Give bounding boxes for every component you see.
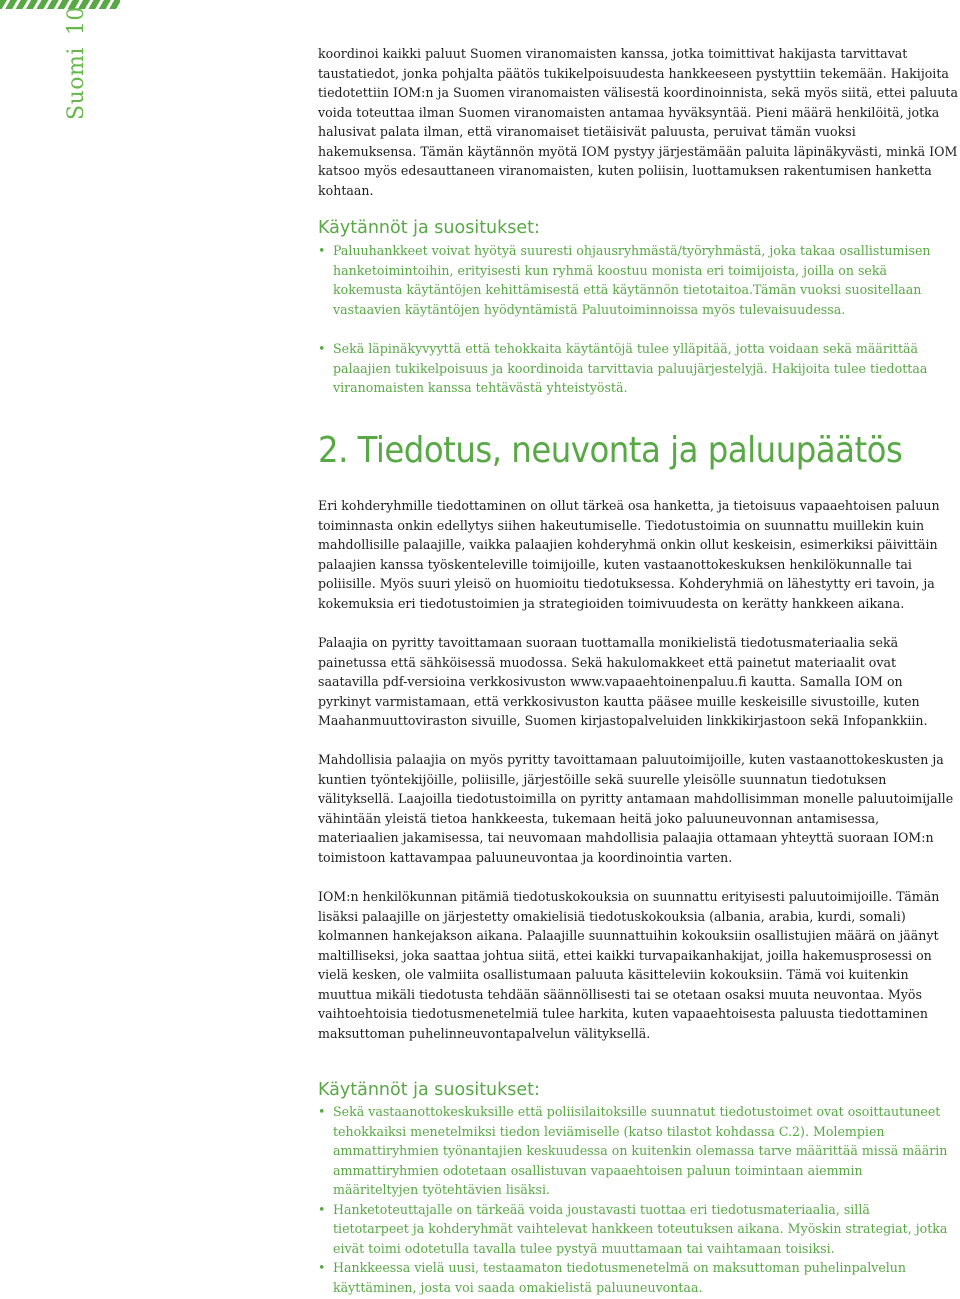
practices-heading-1: Käytännöt ja suositukset: bbox=[318, 218, 540, 238]
bullet-icon: • bbox=[318, 341, 326, 356]
section-paragraph: IOM:n henkilökunnan pitämiä tiedotuskokouksia on suunnattu erityisesti paluutoimijoille. Tämän lisäksi palaajille on järjestetty omakielisiä tiedotuskokouksia (albania, arabia, kurdi, somali) kolmannen hankejakson aikana. Palaajille suunnattuihin kokouksiin osallistujien määrä on jäänyt maltilliseksi, joka saattaa johtua siitä, ettei kaikki turvapaikanhakijat, joilla hakemusprosessi on vielä kesken, ole valmiita osallistumaan paluuta käsitteleviin kokouksiin. Tämä voi kuitenkin muuttua mikäli tiedotusta tehdään säännöllisesti tai se otetaan osaksi muuta neuvontaa. Myös vaihtoehtoisia tiedotusmenetelmiä tulee harkita, kuten vapaaehtoisesta paluusta tiedottaminen maksuttoman puhelinneuvontapalvelun välityksellä. bbox=[318, 889, 940, 1041]
practices-heading-2: Käytännöt ja suositukset: bbox=[318, 1080, 540, 1100]
side-page-label bbox=[64, 6, 89, 120]
bullet-icon: • bbox=[318, 1104, 326, 1119]
list-item: • Paluuhankkeet voivat hyötyä suuresti ohjausryhmästä/työryhmästä, joka takaa osallistumisen hanketoimintoihin, erityisesti kun ryhmä koostuu monista eri toimijoista, joilla on sekä kokemusta käytäntöjen kehittämisestä että käytännön tietotaitoa.Tämän vuoksi suositellaan vastaavien käytäntöjen hyödyntämistä Paluutoiminnoissa myös tulevaisuudessa. bbox=[318, 243, 931, 317]
list-item: • Hanketoteuttajalle on tärkeää voida joustavasti tuottaa eri tiedotusmateriaalia, sillä tietotarpeet ja kohderyhmät vaihtelevat hankkeen toteutuksen aikana. Myöskin strategiat, jotka eivät toimi odotetulla tavalla tulee pystyä muuttamaan tai vaihtamaan toisiksi. bbox=[318, 1201, 948, 1256]
bullet-icon: • bbox=[318, 1260, 326, 1275]
list-item: • Sekä läpinäkyvyyttä että tehokkaita käytäntöjä tulee ylläpitää, jotta voidaan sekä määrittää palaajien tukikelpoisuus ja koordinoida tarvittavia paluujärjestelyjä. Hakijoita tulee tiedottaa viranomaisten kanssa tehtävästä yhteistyöstä. bbox=[318, 341, 928, 395]
section-paragraph: Mahdollisia palaajia on myös pyritty tavoittamaan paluutoimijoille, kuten vastaanottokeskusten ja kuntien työntekijöille, poliisille, järjestöille sekä suurelle yleisölle suunnatun tiedotuksen välityksellä. Laajoilla tiedotustoimilla on pyritty antamaan mahdollisimman monelle paluutoimijalle vähintään yleistä tietoa hankkeesta, tukemaan heitä joko paluuneuvonnan antamisessa, materiaalien jakamisessa, tai neuvomaan mahdollisia palaajia ottamaan yhteyttä suoraan IOM:n toimistoon kattavampaa paluuneuvontaa ja koordinointia varten. bbox=[318, 752, 954, 865]
decorative-stripe bbox=[0, 0, 120, 9]
section-title: 2. Tiedotus, neuvonta ja paluupäätös bbox=[318, 430, 903, 471]
list-item: • Sekä vastaanottokeskuksille että poliisilaitoksille suunnatut tiedotustoimet ovat osoittautuneet tehokkaiksi menetelmiksi tiedon leviämiselle (katso tilastot kohdassa C.2). Molempien ammattiryhmien työnantajien keskuudessa on kuitenkin olemassa tarve määrittää missä määrin ammattiryhmien odotetaan osallistuvan vapaaehtoisen paluun toimintaan aiemmin määriteltyjen työtehtävien lisäksi. bbox=[318, 1104, 948, 1197]
bullet-icon: • bbox=[318, 1201, 326, 1217]
section-paragraph: Eri kohderyhmille tiedottaminen on ollut tärkeä osa hanketta, ja tietoisuus vapaaehtoisen paluun toiminnasta onkin edellytys siihen hakeutumiselle. Tiedotustoimia on suunnattu muillekin kuin mahdollisille palaajille, vaikka palaajien kohderyhmä onkin ollut keskeisin, esimerkiksi päivittäin palaajien kanssa työskenteleville toimijoille, kuten vastaanottokeskuksen henkilökunnalle tai poliisille. Myös suuri yleisö on huomioitu tiedotuksessa. Kohderyhmiä on lähestytty eri tavoin, ja kokemuksia eri tiedotustoimien ja strategioiden toimivuudesta on kerätty hankkeen aikana. bbox=[318, 498, 940, 611]
intro-paragraph: koordinoi kaikki paluut Suomen viranomaisten kanssa, jotka toimittivat hakijasta tarvittavat taustatiedot, jonka pohjalta päätös tukikelpoisuudesta hankkeeseen pystyttiin tekemään. Hakijoita tiedotettiin IOM:n ja Suomen viranomaisten välisestä koordinoinnista, sekä myös siitä, ettei paluuta voida toteuttaa ilman Suomen viranomaisten antamaa hyväksyntää. Pieni määrä henkilöitä, jotka halusivat palata ilman, että viranomaiset tietäisivät paluusta, peruivat tämän vuoksi hakemuksensa. Tämän käytännön myötä IOM pystyy järjestämään paluita läpinäkyvästi, minkä IOM katsoo myös edesauttaneen viranomaisten, kuten poliisin, luottamuksen rakentumisen hanketta kohtaan. bbox=[318, 46, 958, 198]
bullet-icon: • bbox=[318, 243, 326, 258]
practices-list-2 bbox=[318, 1102, 948, 1297]
section-paragraph: Palaajia on pyritty tavoittamaan suoraan tuottamalla monikielistä tiedotusmateriaalia sekä painetussa että sähköisessä muodossa. Sekä hakulomakkeet että painetut materiaalit ovat saatavilla pdf-versioina verkkosivuston www.vapaaehtoinenpaluu.fi kautta. Samalla IOM on pyrkinyt varmistamaan, että verkkosivuston kautta pääsee muille keskeisille sivustoille, kuten Maahanmuuttoviraston sivuille, Suomen kirjastopalveluiden linkkikirjastoon sekä Infopankkiin. bbox=[318, 635, 928, 728]
page-number: 10 bbox=[64, 6, 89, 36]
practices-list-1 bbox=[318, 241, 948, 398]
section-name: Suomi bbox=[64, 47, 89, 120]
list-item: • Hankkeessa vielä uusi, testaamaton tiedotusmenetelmä on maksuttoman puhelinpalvelun käyttäminen, josta voi saada omakielistä paluuneuvontaa. bbox=[318, 1260, 907, 1295]
